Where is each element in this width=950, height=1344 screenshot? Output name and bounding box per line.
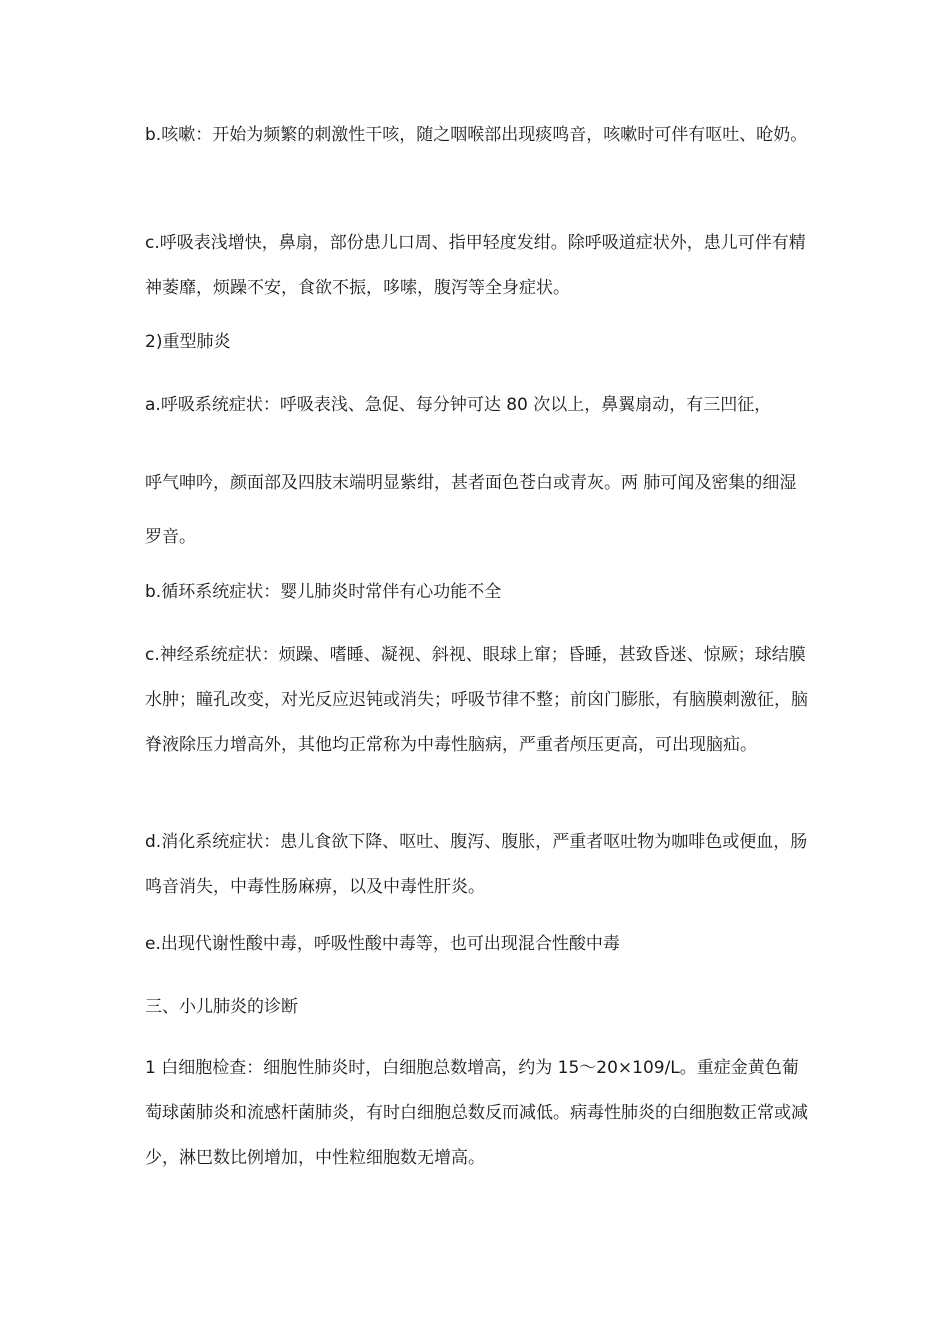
paragraph-breathing: c.呼吸表浅增快，鼻扇，部份患儿口周、指甲轻度发绀。除呼吸道症状外，患儿可伴有精神萎靡，烦躁不安，食欲不振，哆嗦，腹泻等全身症状。 bbox=[145, 233, 806, 298]
paragraph-circulatory-symptoms: b.循环系统症状：婴儿肺炎时常伴有心功能不全 bbox=[145, 582, 502, 602]
paragraph-respiratory-continued: 呼气呻吟，颜面部及四肢末端明显紫绀，甚者面色苍白或青灰。两 肺可闻及密集的细湿罗音。 bbox=[145, 473, 797, 547]
paragraph-nervous-symptoms: c.神经系统症状：烦躁、嗜睡、凝视、斜视、眼球上窜；昏睡，甚致昏迷、惊厥；球结膜水肿；瞳孔改变，对光反应迟钝或消失；呼吸节律不整；前囟门膨胀，有脑膜刺激征，脑脊液除压力增高外，其他均正常称为中毒性脑病，严重者颅压更高，可出现脑疝。 bbox=[145, 645, 808, 755]
paragraph-cough: b.咳嗽：开始为频繁的刺激性干咳，随之咽喉部出现痰鸣音，咳嗽时可伴有呕吐、呛奶。 bbox=[145, 125, 808, 145]
paragraph-acidosis: e.出现代谢性酸中毒，呼吸性酸中毒等，也可出现混合性酸中毒 bbox=[145, 934, 620, 954]
paragraph-digestive-symptoms: d.消化系统症状：患儿食欲下降、呕吐、腹泻、腹胀，严重者呕吐物为咖啡色或便血，肠鸣音消失，中毒性肠麻痹，以及中毒性肝炎。 bbox=[145, 832, 808, 897]
paragraph-white-blood-cell: 1 白细胞检查：细胞性肺炎时，白细胞总数增高，约为 15～20×109/L。重症金黄色葡萄球菌肺炎和流感杆菌肺炎，有时白细胞总数反而减低。病毒性肺炎的白细胞数正常或减少，淋巴数比例增加，中性粒细胞数无增高。 bbox=[145, 1058, 808, 1168]
section-heading-diagnosis: 三、小儿肺炎的诊断 bbox=[145, 997, 298, 1017]
paragraph-respiratory-symptoms: a.呼吸系统症状：呼吸表浅、急促、每分钟可达 80 次以上，鼻翼扇动，有三凹征， bbox=[145, 395, 772, 415]
heading-severe-pneumonia: 2)重型肺炎 bbox=[145, 332, 231, 352]
